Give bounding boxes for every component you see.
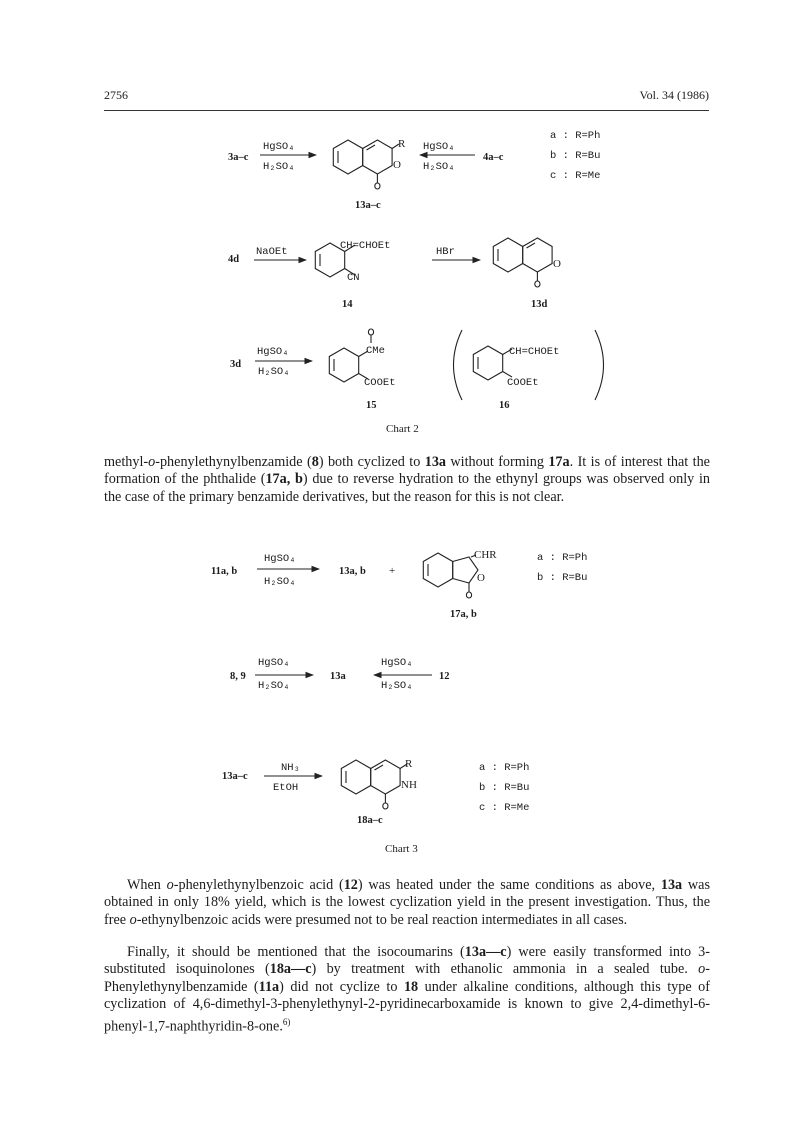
- reagent-hbr: HBr: [436, 246, 455, 258]
- substituent-r: R: [398, 138, 406, 150]
- compound-13a: 13a: [330, 671, 346, 682]
- reagent-h2so4: H₂SO₄: [258, 366, 290, 378]
- substituent-cn: CN: [347, 272, 360, 284]
- ring-oxygen: O: [477, 572, 485, 584]
- reagent-nh3: NH₃: [281, 762, 300, 774]
- reagent-h2so4: H₂SO₄: [381, 680, 413, 692]
- legend-c: c : R=Me: [550, 170, 601, 182]
- compound-8-9: 8, 9: [230, 671, 246, 682]
- paragraph-3: Finally, it should be mentioned that the isocoumarins (13a—c) were easily transformed into 3-substituted isoquinolones (18a—c) by treatment with ethanolic ammonia in a sealed tube. o-Phenylethynylbenzamide (11a) did not cyclize to 18 under alkaline conditions, although this type of cyclization of 4,6-dimethyl-3-phenylethynyl-2-pyridinecarboxamide is known to give 2,4-dimethyl-6-phenyl-1,7-naphthyridin-8-one.$^{6)}$: [104, 944, 711, 1035]
- legend-c: c : R=Me: [479, 802, 530, 814]
- chart2-caption: Chart 2: [386, 423, 419, 435]
- reagent-hgso4: HgSO₄: [257, 346, 289, 358]
- reagent-hgso4: HgSO₄: [264, 553, 296, 565]
- chart2: [228, 130, 604, 435]
- compound-13a-c: 13a–c: [222, 771, 248, 782]
- substituent-cme: CMe: [366, 345, 385, 357]
- ring-nh: NH: [401, 779, 417, 791]
- ring-oxygen: O: [393, 159, 401, 171]
- reagent-h2so4: H₂SO₄: [423, 161, 455, 173]
- compound-16-structure: [473, 346, 512, 380]
- reagent-naoet: NaOEt: [256, 246, 288, 258]
- substituent-ch-choet: CH=CHOEt: [340, 240, 391, 252]
- legend-b: b : R=Bu: [537, 572, 588, 584]
- label-14: 14: [342, 299, 353, 310]
- isoquinolone-18a-c-structure: [341, 760, 407, 809]
- reagent-hgso4: HgSO₄: [423, 141, 455, 153]
- paragraph-2: When o-phenylethynylbenzoic acid (12) was heated under the same conditions as above, 13a was obtained in only 18% yield, which is the lowest cyclization yield in the present investigation. Thus, the free o-ethynylbenzoic acids were presumed not to be real reaction intermediates in all cases.: [104, 877, 710, 928]
- phthalide-17a-b-structure: [423, 553, 478, 598]
- compound-4d: 4d: [228, 254, 240, 265]
- compound-3a-c: 3a–c: [228, 152, 249, 163]
- legend-a: a : R=Ph: [537, 552, 588, 564]
- chart3: [211, 549, 587, 855]
- volume-label: Vol. 34 (1986): [639, 88, 709, 102]
- isocoumarin-13a-c-structure: [333, 140, 399, 189]
- reagent-etoh: EtOH: [273, 782, 299, 794]
- substituent-chr: CHR: [474, 549, 497, 561]
- compound-11a-b: 11a, b: [211, 566, 238, 577]
- label-16: 16: [499, 400, 510, 411]
- reagent-h2so4: H₂SO₄: [263, 161, 295, 173]
- substituent-ch-choet: CH=CHOEt: [509, 346, 560, 358]
- compound-12: 12: [439, 671, 450, 682]
- substituent-r: R: [405, 758, 413, 770]
- reagent-hgso4: HgSO₄: [258, 657, 290, 669]
- compound-4a-c: 4a–c: [483, 152, 504, 163]
- label-15: 15: [366, 400, 377, 411]
- chart3-caption: Chart 3: [385, 843, 418, 855]
- substituent-cooet: COOEt: [364, 377, 396, 389]
- label-13a-c: 13a–c: [355, 200, 381, 211]
- page-number: 2756: [104, 88, 128, 102]
- legend-b: b : R=Bu: [479, 782, 530, 794]
- label-13d: 13d: [531, 299, 548, 310]
- right-parenthesis: [595, 330, 604, 400]
- reagent-h2so4: H₂SO₄: [258, 680, 290, 692]
- legend-a: a : R=Ph: [550, 130, 601, 142]
- plus-sign: +: [389, 565, 396, 577]
- legend-b: b : R=Bu: [550, 150, 601, 162]
- label-18a-c: 18a–c: [357, 815, 383, 826]
- isocoumarin-13d-structure: [493, 238, 552, 287]
- substituent-cooet: COOEt: [507, 377, 539, 389]
- reagent-hgso4: HgSO₄: [381, 657, 413, 669]
- reagent-h2so4: H₂SO₄: [264, 576, 296, 588]
- legend-a: a : R=Ph: [479, 762, 530, 774]
- reagent-hgso4: HgSO₄: [263, 141, 295, 153]
- paragraph-1: methyl-o-phenylethynylbenzamide (8) both cyclized to 13a without forming 17a. It is of interest that the formation of the phthalide (17a, b) due to reverse hydration to the ethynyl groups was observed only in the case of the primary benzamide derivatives, but the reason for this is not clear.: [104, 454, 711, 505]
- left-parenthesis: [454, 330, 463, 400]
- compound-3d: 3d: [230, 359, 242, 370]
- compound-13a-b: 13a, b: [339, 566, 366, 577]
- label-17a-b: 17a, b: [450, 609, 477, 620]
- ring-oxygen: O: [553, 258, 561, 270]
